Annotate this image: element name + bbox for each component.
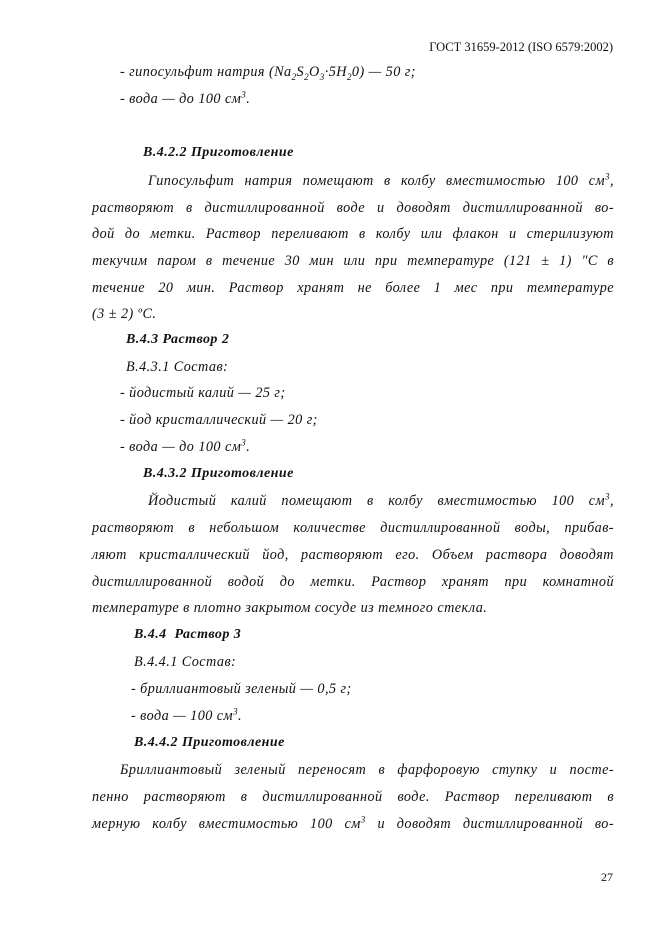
list-item-water: - вода — до 100 $см^3$. (120, 89, 251, 107)
page-header-standard: ГОСТ 31659-2012 (ISO 6579:2002) (429, 40, 613, 54)
paragraph-line: дой до метки. Раствор переливают в колбу или флакон и стерилизуют (92, 226, 614, 242)
section-heading-b43: В.4.3 Раствор 2 (126, 332, 230, 347)
section-heading-b44: В.4.4 Раствор 3 (134, 627, 242, 642)
paragraph-line: пенно растворяют в дистиллированной воде. Раствор переливают в (92, 789, 614, 805)
composition-heading-b431: В.4.3.1 Состав: (126, 359, 229, 375)
paragraph-line: мерную колбу вместимостью 100 $см^3$ и доводят дистиллированной во- (92, 814, 614, 832)
paragraph-line: текучим паром в течение 30 мин или при температуре (121 ± 1) "С в (92, 253, 614, 269)
paragraph-line: Гипосульфит натрия помещают в колбу вместимостью 100 $см^3$, (148, 171, 614, 189)
paragraph-line: Йодистый калий помещают в колбу вместимостью 100 $см^3$, (148, 491, 614, 509)
paragraph-line: растворяют в небольшом количестве дистиллированной воды, прибав- (92, 520, 614, 536)
list-item-sodium-thiosulfate: - гипосульфит натрия $(Na_2S_2O_3\cdot 5H_20)$ — 50 г; (120, 64, 416, 82)
list-item: - йодистый калий — 25 г; (120, 385, 286, 401)
paragraph-line: растворяют в дистиллированной воде и доводят дистиллированной во- (92, 200, 614, 216)
list-item: - бриллиантовый зеленый — 0,5 г; (131, 681, 352, 697)
paragraph-line: Бриллиантовый зеленый переносят в фарфоровую ступку и посте- (120, 762, 614, 778)
section-heading-b432: В.4.3.2 Приготовление (143, 466, 294, 481)
list-item-water: - вода — до 100 $см^3$. (120, 437, 251, 455)
paragraph-line: температуре в плотно закрытом сосуде из темного стекла. (92, 600, 488, 616)
list-item-water: - вода — 100 $см^3$. (131, 706, 243, 724)
paragraph-line: дистиллированной водой до метки. Раствор хранят при комнатной (92, 574, 614, 590)
section-heading-b442: В.4.4.2 Приготовление (134, 735, 285, 750)
page-number: 27 (601, 870, 613, 884)
section-heading-b422: В.4.2.2 Приготовление (143, 145, 294, 160)
paragraph-line: ляют кристаллический йод, растворяют его. Объем раствора доводят (92, 547, 614, 563)
paragraph-line: (3 ± 2) ºС. (92, 306, 157, 322)
list-item: - йод кристаллический — 20 г; (120, 412, 318, 428)
paragraph-line: течение 20 мин. Раствор хранят не более 1 мес при температуре (92, 280, 614, 296)
composition-heading-b441: В.4.4.1 Состав: (134, 654, 237, 670)
